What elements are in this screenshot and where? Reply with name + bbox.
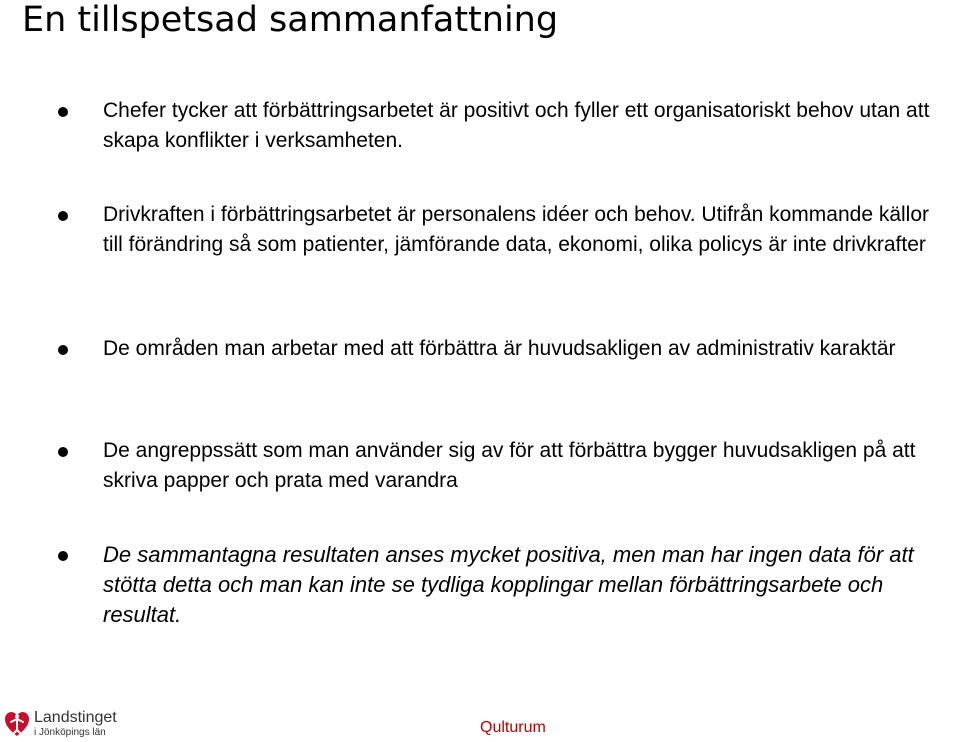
logo-subtitle: i Jönköpings län [34,727,106,738]
bullet-text: De sammantagna resultaten anses mycket positiva, men man har ingen data för att stötta detta och man kan inte se tydliga kopplingar mellan förbättringsarbete och resultat. [103,542,914,627]
landstinget-logo [4,706,134,740]
bullet-icon [58,107,68,117]
slide-title: En tillspetsad sammanfattning [22,0,559,40]
bullet-text: De angreppssätt som man använder sig av för att förbättra bygger huvudsakligen på att skriva papper och prata med varandra [103,439,916,492]
footer-brand: Qulturum [480,719,546,736]
bullet-icon [58,551,68,561]
bullet-text: Drivkraften i förbättringsarbetet är personalens idéer och behov. Utifrån kommande källor till förändring så som patienter, jämförande data, ekonomi, olika policys är inte drivkrafter [103,203,930,256]
bullet-text: De områden man arbetar med att förbättra är huvudsakligen av administrativ karaktär [103,337,896,360]
bullet-icon [58,345,68,355]
bullet-icon [58,447,68,457]
bullet-icon [58,211,68,221]
logo-name: Landstinget [34,709,117,726]
bullet-text: Chefer tycker att förbättringsarbetet är positivt och fyller ett organisatoriskt behov utan att skapa konflikter i verksamheten. [103,99,930,152]
heart-figure-icon [4,710,30,738]
